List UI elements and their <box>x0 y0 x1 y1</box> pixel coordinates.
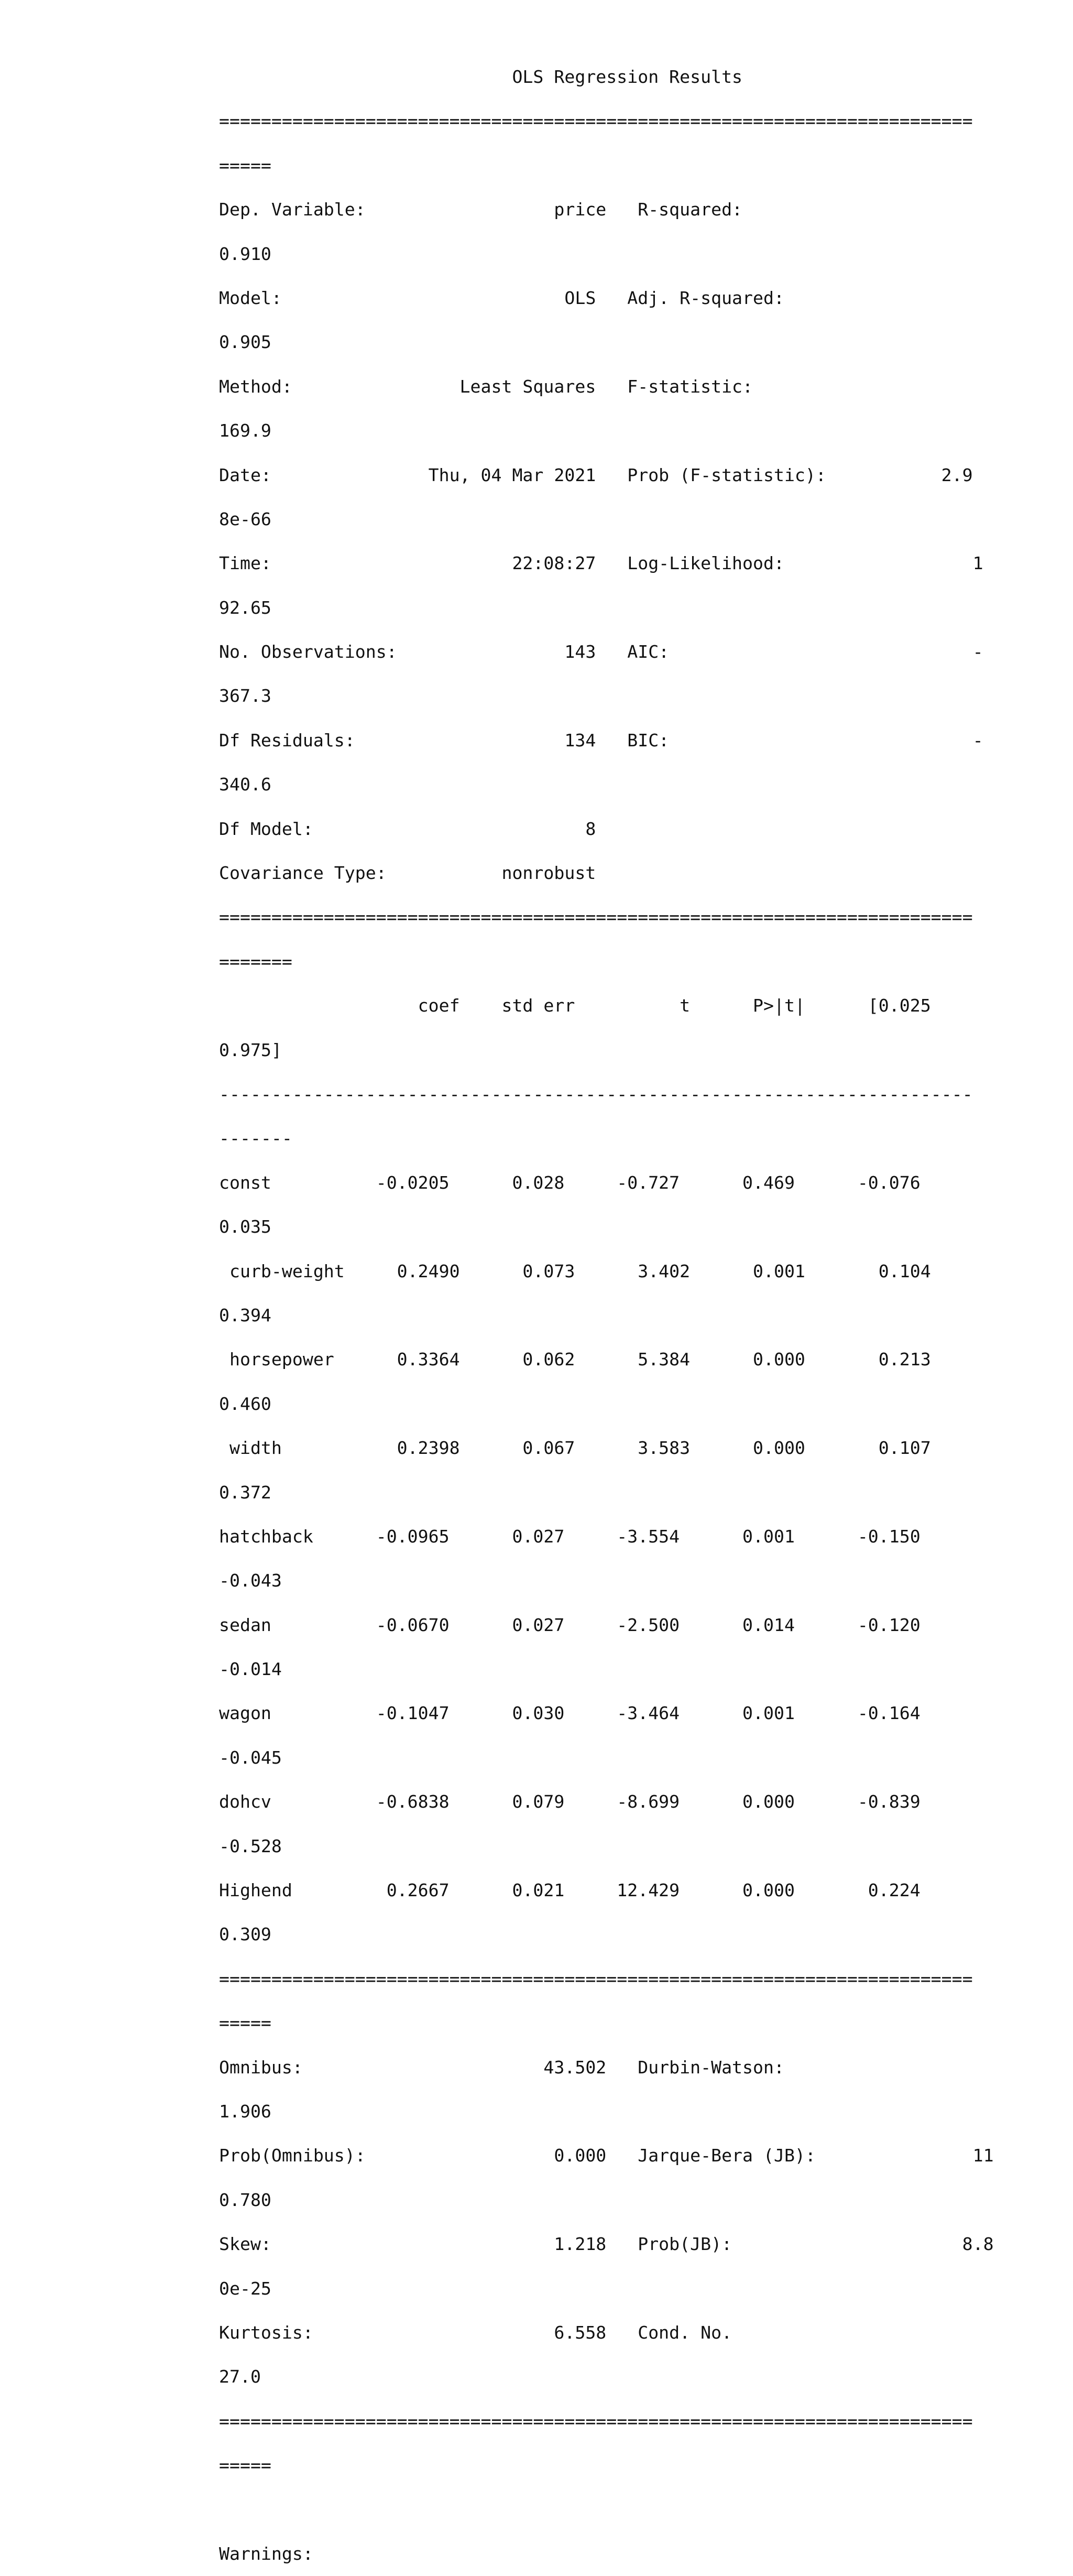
ols-regression-summary <box>219 55 1035 2576</box>
summary-line: hatchback -0.0965 0.027 -3.554 0.001 -0.150 <box>219 1526 983 1547</box>
summary-line: Model: OLS Adj. R-squared: <box>219 287 962 308</box>
summary-line: OLS Regression Results <box>219 67 1036 87</box>
summary-line: Kurtosis: 6.558 Cond. No. <box>219 2322 973 2343</box>
summary-line: -0.043 <box>219 1570 282 1591</box>
summary-line: ======================================================================== <box>219 907 973 928</box>
summary-line: width 0.2398 0.067 3.583 0.000 0.107 <box>219 1438 994 1459</box>
summary-line: 27.0 <box>219 2366 261 2387</box>
summary-line: 367.3 <box>219 686 271 707</box>
summary-line: 0.035 <box>219 1216 271 1237</box>
summary-line: coef std err t P>|t| [0.025 <box>219 995 994 1016</box>
summary-line: 0.910 <box>219 243 271 264</box>
summary-line: dohcv -0.6838 0.079 -8.699 0.000 -0.839 <box>219 1791 983 1812</box>
summary-line: ======================================================================== <box>219 1968 973 1989</box>
summary-line: Df Residuals: 134 BIC: - <box>219 730 983 751</box>
summary-line: sedan -0.0670 0.027 -2.500 0.014 -0.120 <box>219 1614 983 1635</box>
summary-line: ===== <box>219 155 271 176</box>
summary-line: Highend 0.2667 0.021 12.429 0.000 0.224 <box>219 1880 983 1901</box>
summary-line: 0.905 <box>219 332 271 353</box>
summary-line: -0.014 <box>219 1659 282 1680</box>
summary-line: 92.65 <box>219 597 271 618</box>
summary-line: 0.372 <box>219 1482 271 1503</box>
summary-line <box>219 2487 1035 2531</box>
summary-line: curb-weight 0.2490 0.073 3.402 0.001 0.104 <box>219 1260 994 1281</box>
summary-line: 0.460 <box>219 1393 271 1414</box>
summary-line: 340.6 <box>219 774 271 795</box>
summary-line: Date: Thu, 04 Mar 2021 Prob (F-statistic): 2.9 <box>219 464 973 485</box>
summary-line: 169.9 <box>219 420 271 441</box>
summary-line: Skew: 1.218 Prob(JB): 8.8 <box>219 2234 994 2255</box>
summary-line: Warnings: <box>219 2543 313 2564</box>
summary-line: Prob(Omnibus): 0.000 Jarque-Bera (JB): 11 <box>219 2145 994 2166</box>
summary-line: 0.309 <box>219 1924 271 1945</box>
summary-line: wagon -0.1047 0.030 -3.464 0.001 -0.164 <box>219 1703 983 1724</box>
summary-line: ======= <box>219 951 292 972</box>
summary-line: 0.975] <box>219 1039 282 1060</box>
summary-line: ======================================================================== <box>219 2410 973 2431</box>
summary-line: 0.780 <box>219 2189 271 2210</box>
summary-line: Method: Least Squares F-statistic: <box>219 376 962 397</box>
summary-line: 1.906 <box>219 2101 271 2122</box>
summary-line: ======================================================================== <box>219 111 973 132</box>
summary-line: horsepower 0.3364 0.062 5.384 0.000 0.213 <box>219 1349 994 1370</box>
summary-line: Covariance Type: nonrobust <box>219 863 994 884</box>
summary-line: -0.528 <box>219 1835 282 1856</box>
summary-line: ------- <box>219 1128 292 1149</box>
summary-line: -0.045 <box>219 1747 282 1768</box>
summary-line: Omnibus: 43.502 Durbin-Watson: <box>219 2057 973 2078</box>
summary-line: ------------------------------------------------------------------------ <box>219 1083 973 1104</box>
summary-line: const -0.0205 0.028 -0.727 0.469 -0.076 <box>219 1172 983 1193</box>
summary-line: Dep. Variable: price R-squared: <box>219 199 973 220</box>
summary-line: Time: 22:08:27 Log-Likelihood: 1 <box>219 553 983 574</box>
summary-line: 0.394 <box>219 1305 271 1325</box>
summary-line: No. Observations: 143 AIC: - <box>219 642 983 662</box>
summary-line: Df Model: 8 <box>219 818 994 839</box>
summary-line: 8e-66 <box>219 508 271 529</box>
summary-line: 0e-25 <box>219 2278 271 2299</box>
summary-line: ===== <box>219 2455 271 2476</box>
summary-line: ===== <box>219 2013 271 2034</box>
